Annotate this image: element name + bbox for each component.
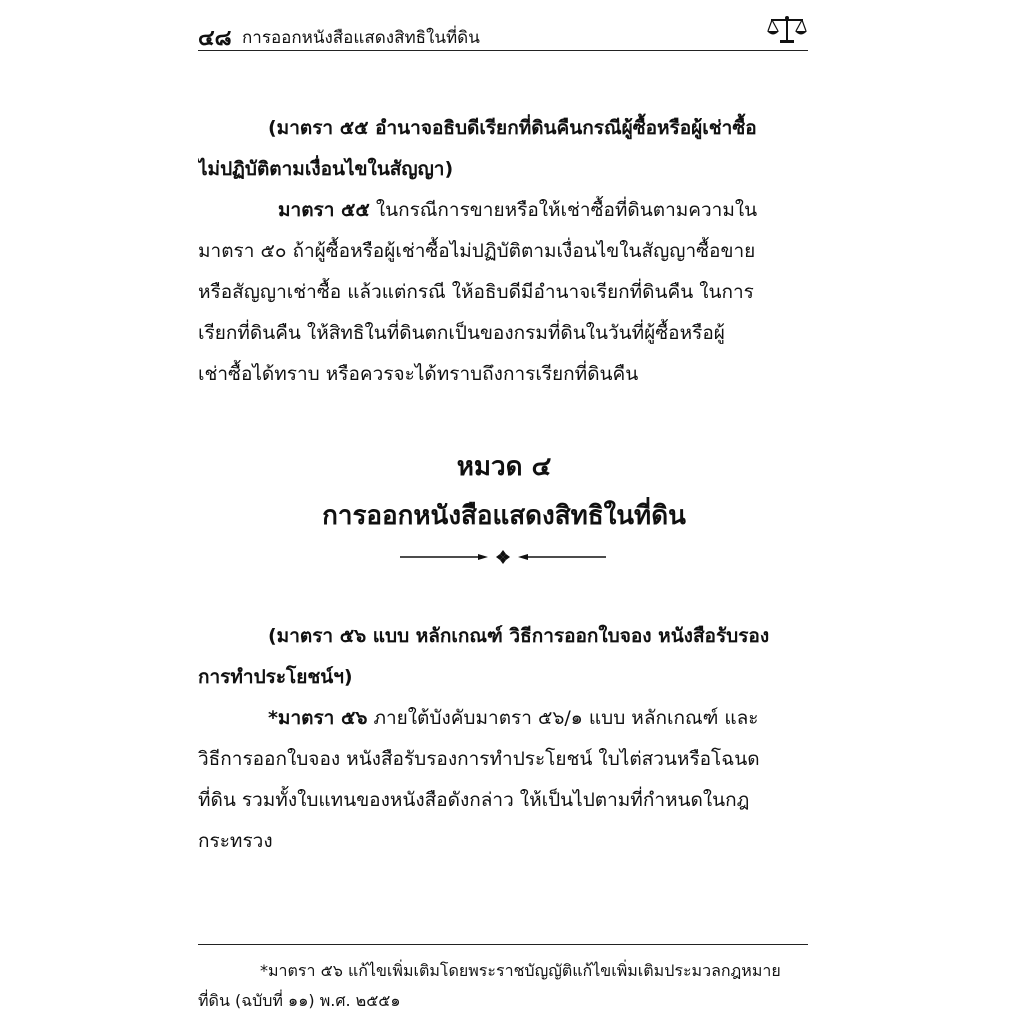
section-56-heading-line-1: (มาตรา ๕๖ แบบ หลักเกณฑ์ วิธีการออกใบจอง หนังสือรับรอง [268,625,770,647]
section-55-body-line-1-text: ในกรณีการขายหรือให้เช่าซื้อที่ดินตามความใน [369,199,758,221]
page-number: ๔๘ [198,26,232,51]
section-55-heading-line-1: (มาตรา ๕๕ อำนาจอธิบดีเรียกที่ดินคืนกรณีผู้ซื้อหรือผู้เช่าซื้อ [268,117,757,139]
section-55-body-line-1 [198,190,810,231]
section-56-body-line-1 [198,698,810,739]
section-55-body-line-2: มาตรา ๕๐ ถ้าผู้ซื้อหรือผู้เช่าซื้อไม่ปฏิบัติตามเงื่อนไขในสัญญาซื้อขาย [198,240,756,262]
section-divider-ornament [400,548,606,566]
section-56-heading-line-2: การทำประโยชน์ฯ) [198,666,353,688]
page-header [198,14,808,51]
section-56-heading [198,616,810,698]
scales-of-justice-icon [766,14,808,44]
chapter-number: หมวด ๔ [456,452,552,482]
section-55-label: มาตรา ๕๕ [278,199,370,221]
section-55-body-line-4: เรียกที่ดินคืน ให้สิทธิในที่ดินตกเป็นของกรมที่ดินในวันที่ผู้ซื้อหรือผู้ [198,322,725,344]
footnote [198,956,810,1016]
section-55-body-line-5: เช่าซื้อได้ทราบ หรือควรจะได้ทราบถึงการเรียกที่ดินคืน [198,363,639,385]
section-56-body-line-3: ที่ดิน รวมทั้งใบแทนของหนังสือดังกล่าว ให้เป็นไปตามที่กำหนดในกฎ [198,789,750,811]
section-56-body-line-4: กระทรวง [198,830,273,852]
section-56-body [198,698,810,862]
section-56-label: *มาตรา ๕๖ [268,707,368,729]
chapter-title: การออกหนังสือแสดงสิทธิในที่ดิน [322,501,686,531]
footnote-line-1: *มาตรา ๕๖ แก้ไขเพิ่มเติมโดยพระราชบัญญัติแก้ไขเพิ่มเติมประมวลกฎหมาย [260,961,781,980]
footnote-divider [198,944,808,945]
section-55-body [198,190,810,395]
section-56-body-line-1-text: ภายใต้บังคับมาตรา ๕๖/๑ แบบ หลักเกณฑ์ และ [367,707,759,729]
section-55-body-line-3: หรือสัญญาเช่าซื้อ แล้วแต่กรณี ให้อธิบดีมีอำนาจเรียกที่ดินคืน ในการ [198,281,754,303]
section-56-body-line-2: วิธีการออกใบจอง หนังสือรับรองการทำประโยชน์ ใบไต่สวนหรือโฉนด [198,748,760,770]
section-55-heading-line-2: ไม่ปฏิบัติตามเงื่อนไขในสัญญา) [198,158,454,180]
footnote-line-2: ที่ดิน (ฉบับที่ ๑๑) พ.ศ. ๒๕๕๑ [198,991,401,1010]
running-title: การออกหนังสือแสดงสิทธิในที่ดิน [242,28,480,48]
section-55-heading [198,108,810,190]
